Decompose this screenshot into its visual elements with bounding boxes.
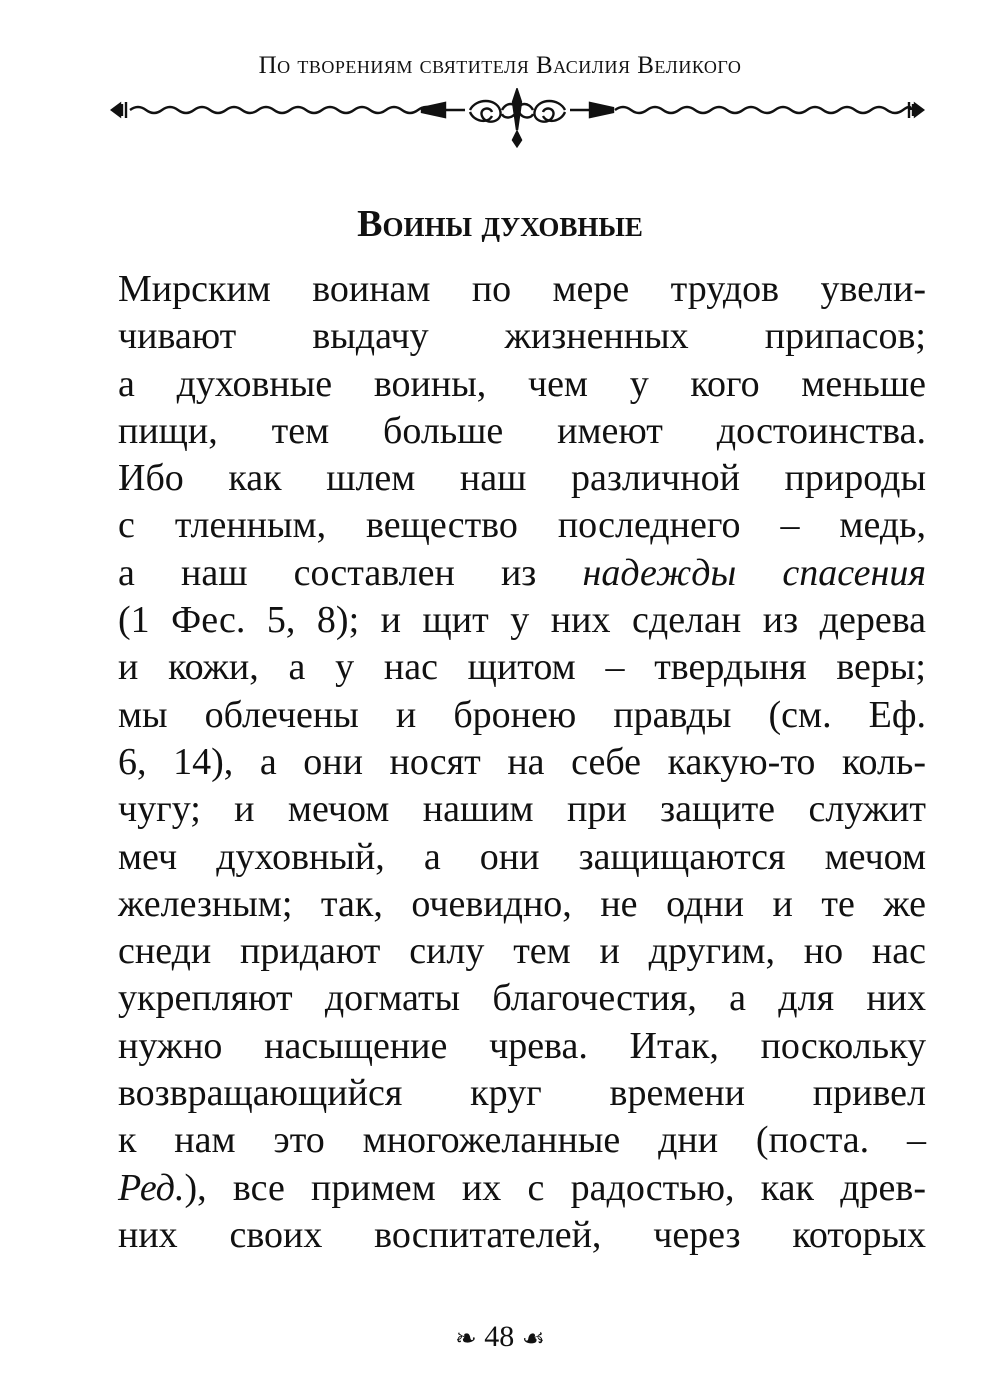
text-line: а духовные воины, чем у кого меньше — [118, 362, 926, 405]
text-line: (1 Фес. 5, 8); и щит у них сделан из дерева — [118, 599, 926, 642]
text-line: Мирским воинам по мере трудов увели- — [118, 268, 926, 310]
text-line — [118, 550, 926, 597]
running-head: По творениям святителя Василия Великого — [258, 52, 742, 79]
text-line: снеди придают силу тем и другим, но нас — [118, 930, 926, 973]
body-paragraph — [118, 266, 926, 1259]
text-line: нужно насыщение чрева. Итак, поскольку — [118, 1024, 926, 1067]
text-segment: а наш составлен из — [118, 551, 583, 594]
text-line: Ибо как шлем наш различной природы — [118, 457, 926, 500]
scroll-divider-ornament-icon — [110, 88, 925, 148]
text-line: с тленным, вещество последнего – медь, — [118, 504, 926, 547]
text-line: чугу; и мечом нашим при защите служит — [118, 788, 926, 831]
folio-right-ornament-icon: ☙ — [521, 1324, 546, 1354]
text-line: них своих воспитателей, через которых — [118, 1213, 926, 1256]
text-line — [118, 1165, 926, 1212]
text-line: укрепляют догматы благочестия, а для них — [118, 977, 926, 1020]
text-line: железным; так, очевидно, не одни и те же — [118, 882, 926, 925]
text-line: пищи, тем больше имеют достоинства. — [118, 409, 926, 452]
text-line: мы облечены и бронею правды (см. Еф. — [118, 693, 926, 736]
text-line: и кожи, а у нас щитом – твердыня веры; — [118, 646, 926, 689]
text-line: 6, 14), а они носят на себе какую-то коль- — [118, 740, 926, 783]
text-line: к нам это многожеланные дни (поста. – — [118, 1119, 926, 1162]
italic-segment: надежды спасения — [582, 551, 926, 594]
text-line: меч духовный, а они защищаются мечом — [118, 835, 926, 878]
folio-left-ornament-icon: ❧ — [454, 1324, 477, 1354]
page-number — [0, 1320, 1000, 1354]
page-number-value: 48 — [484, 1320, 515, 1353]
text-line: чивают выдачу жизненных припасов; — [118, 315, 926, 358]
text-line: возвращающийся круг времени привел — [118, 1072, 926, 1115]
chapter-title: Воины духовные — [357, 203, 643, 245]
text-segment: ), все примем их с радостью, как древ- — [184, 1166, 926, 1209]
italic-segment: Ред. — [118, 1166, 185, 1209]
